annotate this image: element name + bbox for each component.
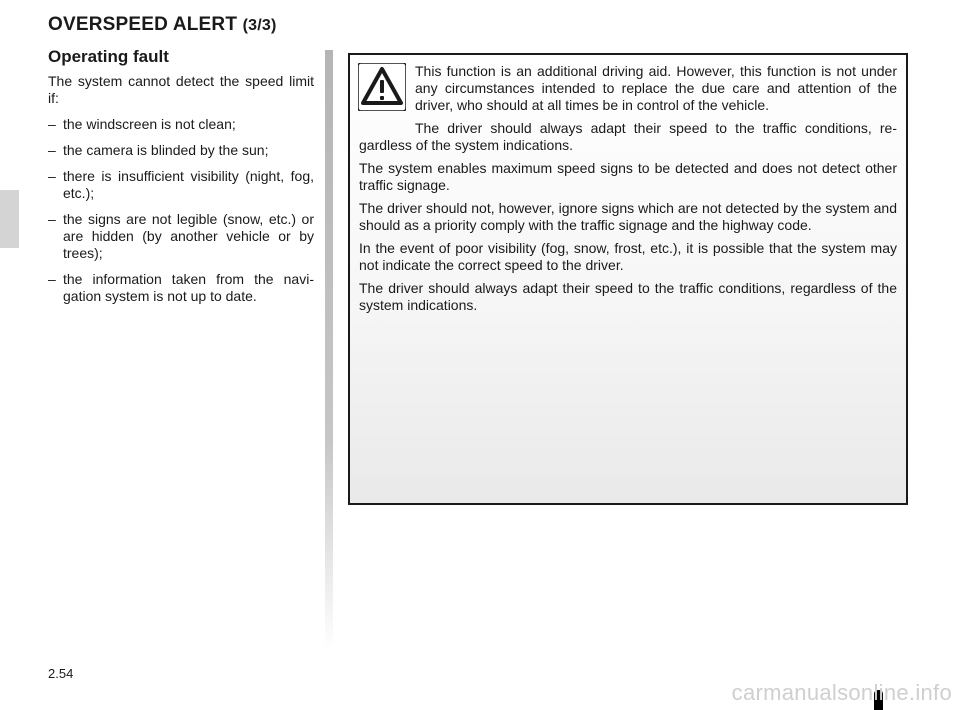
list-item-text: the camera is blinded by the sun;: [63, 142, 269, 158]
bullet-dash: –: [48, 142, 56, 158]
bullet-dash: –: [48, 271, 56, 287]
list-item-text: the information taken from the navi- gation system is not up to date.: [63, 271, 314, 304]
warning-triangle-icon: [358, 63, 406, 111]
page-title-text: OVERSPEED ALERT: [48, 14, 238, 35]
warning-paragraph: The driver should always adapt their speed to the traffic conditions, regardless of the system indications.: [359, 280, 897, 313]
intro-text: The system cannot detect the speed limit if:: [48, 73, 314, 106]
section-heading: Operating fault: [48, 47, 169, 66]
list-item: [48, 142, 314, 159]
list-item-text: the windscreen is not clean;: [63, 116, 236, 132]
chapter-tab: [0, 190, 19, 248]
list-item: [48, 271, 314, 305]
warning-box: [348, 53, 908, 505]
list-item-text: there is insufficient visibility (night, fog, etc.);: [63, 168, 314, 201]
page-title: [48, 14, 277, 36]
page-number: 2.54: [48, 666, 74, 681]
list-item-text: the signs are not legible (snow, etc.) or are hidden (by another vehicle or by trees);: [63, 211, 314, 261]
operating-fault-section: [48, 48, 314, 314]
warning-paragraph: This function is an additional driving aid. However, this function is not under any circumstances intended to replace the due care and attention of the driver, who should at all times be in control of the vehicle.: [415, 63, 897, 113]
bullet-dash: –: [48, 116, 56, 132]
warning-paragraph: The driver should always adapt their speed to the traffic conditions, re- gardless of the system indications.: [359, 120, 897, 153]
fault-list: [48, 116, 314, 305]
column-divider: [325, 50, 333, 650]
warning-paragraph: The system enables maximum speed signs to be detected and does not detect other traffic signage.: [359, 160, 897, 193]
bullet-dash: –: [48, 211, 56, 227]
list-item: [48, 116, 314, 133]
bullet-dash: –: [48, 168, 56, 184]
list-item: [48, 168, 314, 202]
warning-paragraph: The driver should not, however, ignore signs which are not detected by the system and should as a priority comply with the traffic signage and the highway code.: [359, 200, 897, 233]
list-item: [48, 211, 314, 262]
watermark: carmanualsonline.info: [731, 680, 952, 705]
page-title-suffix: (3/3): [242, 17, 277, 34]
warning-paragraph: In the event of poor visibility (fog, snow, frost, etc.), it is possible that the system may not indicate the correct speed to the driver.: [359, 240, 897, 273]
